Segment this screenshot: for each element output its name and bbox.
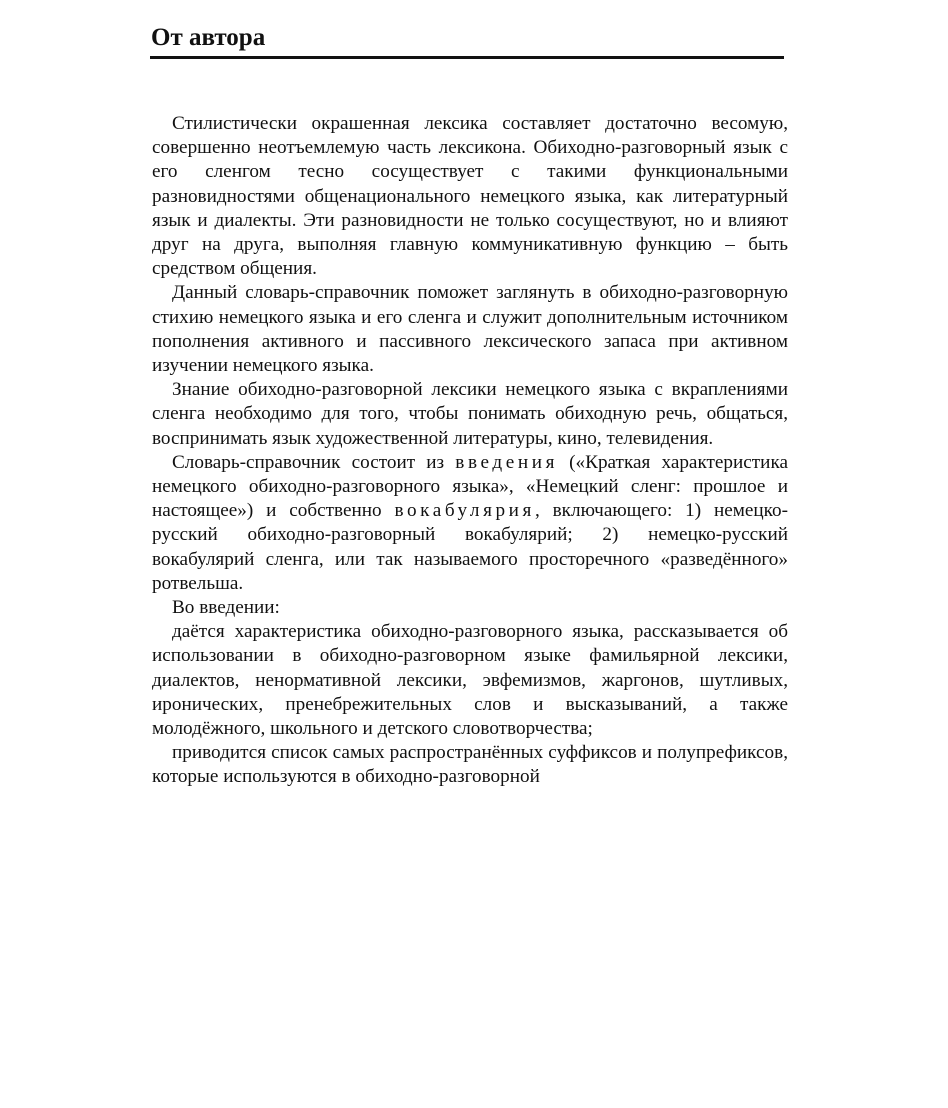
- paragraph-4-part-1: Словарь-справочник состоит из: [172, 451, 456, 473]
- section-title: От автора: [151, 24, 266, 51]
- body-text: [152, 112, 788, 790]
- paragraph-7: приводится список самых распространённых суффиксов и полупрефиксов, которые используются в обиходно-разговорной: [152, 742, 788, 788]
- paragraph-6: даётся характеристика обиходно-разговорного языка, рассказывается об использовании в обиходно-разговорном языке фамильярной лексики, диалектов, ненормативной лексики, эвфемизмов, жаргонов, шутливых, иронических, пренебрежительных слов и высказываний, а также молодёжного, школьного и детского словотворчества;: [152, 621, 788, 740]
- paragraph-2: Данный словарь-справочник поможет заглянуть в обиходно-разговорную стихию немецкого языка и его сленга и служит дополнительным источником пополнения активного и пассивного лексического запаса при активном изучении немецкого языка.: [152, 282, 788, 377]
- term-introduction: введения: [455, 451, 558, 473]
- paragraph-4-part-2: («Краткая характеристика немецкого обиходно-разговорного языка», «Немецкий сленг: прошлое и настоящее») и собственно: [152, 451, 788, 522]
- paragraph-1: Стилистически окрашенная лексика составляет достаточно весомую, совершенно неотъемлемую часть лексикона. Обиходно-разговорный язык с его сленгом тесно сосуществует с такими функциональными разновидностями общенационального немецкого языка, как литературный язык и диалекты. Эти разновидности не только сосуществуют, но и влияют друг на друга, выполняя главную коммуникативную функцию – быть средством общения.: [152, 113, 788, 280]
- paragraph-4-part-3: , включающего: 1) немецко-русский обиходно-разговорный вокабулярий; 2) немецко-русский вокабулярий сленга, или так называемого просторечного «разведённого» ротвельша.: [152, 500, 788, 594]
- header-rule: [150, 56, 784, 59]
- paragraph-5: Во введении:: [172, 597, 280, 619]
- page-header: [150, 22, 784, 59]
- term-vocabulary: вокабулярия: [394, 500, 535, 522]
- paragraph-4: [152, 451, 788, 596]
- paragraph-3: Знание обиходно-разговорной лексики немецкого языка с вкраплениями сленга необходимо для того, чтобы понимать обиходную речь, общаться, воспринимать язык художественной литературы, кино, телевидения.: [152, 379, 788, 449]
